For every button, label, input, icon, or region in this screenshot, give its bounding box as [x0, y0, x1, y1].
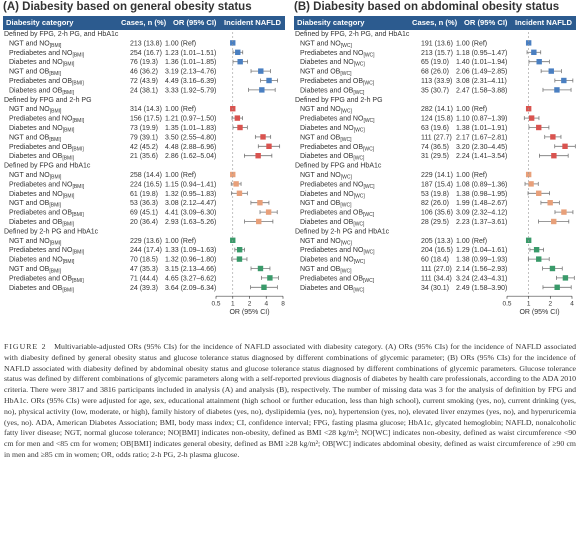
x-tick-label: 0.5 — [502, 300, 512, 308]
or-point — [237, 59, 242, 64]
row-category-subscript: [WC] — [353, 89, 365, 96]
row-category-subscript: [WC] — [363, 183, 375, 190]
or-point — [266, 209, 271, 214]
row-cases: 314 (14.3) — [130, 106, 162, 114]
group-label: Defined by FPG and 2-h PG — [295, 96, 383, 104]
row-category-subscript: [BMI] — [49, 174, 62, 181]
row-category: NGT and $NO_{[WC]}$ — [300, 237, 352, 247]
row-category-subscript: [WC] — [340, 136, 352, 143]
row-or-text: 3.08 (2.12–4.47) — [165, 200, 217, 208]
or-point — [237, 256, 242, 261]
header-outcome: Incident NAFLD — [515, 18, 572, 27]
header-cases: Cases, n (%) — [412, 18, 458, 27]
row-cases: 60 (18.4) — [421, 256, 450, 264]
caption-text: Multivariable-adjusted ORs (95% CIs) for the incidence of NAFLD associated with diabesity category. (A) ORs (95% CIs) for the incidence of NAFLD associated with diabesity defined by general obesity status and glucose tolerance status diagnosed by different combinations of glycemic parameter; (B) ORs (95% CIs) for the incidence of NAFLD associated with diabesity defined by abdominal obesity status and glucose tolerance status diagnosed by different combinations of glycemic parameters. Glucose tolerance status was defined by different combinations of glycemic parameters along with a self-reported previous diagnosis of diabetes by health care professionals, according to the ADA 2010 criteria. There were 3817 and 3816 participants included in analysis (A) and analysis (B), respectively. The number of missing data was 3 for the analysis of definition by FPG and HbA1c. ORs (95% CIs) were adjusted for age, sex, educational attainment (high school or further education, less than high school), current smoking (yes, no), current drinking (yes, no), physical activity (low, moderate, or high), family history of diabetes (yes, no), dyslipidemia (yes, no), hypertension (yes, no), elevated liver enzymes (yes, no), and hyperuricemia (yes, no). ADA, American Diabetes Association; BMI, body mass index; CI, confidence interval; FPG, fasting plasma glucose; HbA1c, glycated hemoglobin; NAFLD, nonalcoholic fatty liver disease; NGT, normal glucose tolerance; NO[BMI] indicates non-obesity, defined as BMI <28 kg/m²; NO[WC] indicates non-obesity, defined as waist circumference <90 cm for men and <85 cm for women; OB[BMI] indicates general obesity, defined as BMI ≥28 kg/m²; OB[WC] indicates abdominal obesity, defined as waist circumference of ≥90 cm in men and ≥85 cm in women; OR, odds ratio; 2-h PG, 2-h plasma glucose. — [4, 342, 576, 459]
row-or-text: 1.00 (Ref) — [456, 172, 488, 179]
row-category-subscript: [WC] — [340, 174, 352, 181]
figure-caption — [4, 342, 576, 461]
row-category-subscript: [BMI] — [62, 61, 75, 68]
row-cases: 24 (39.3) — [130, 284, 159, 292]
row-category: Prediabetes and $NO_{[BMI]}$ — [9, 247, 85, 256]
or-point — [266, 144, 271, 149]
row-cases: 187 (15.4) — [421, 181, 453, 189]
row-category-subscript: [BMI] — [72, 212, 84, 219]
row-or-text: 1.35 (1.01–1.83) — [165, 125, 217, 132]
row-category: NGT and $NO_{[WC]}$ — [300, 172, 352, 181]
or-point — [563, 275, 568, 280]
panel-b-forest-plot — [291, 0, 576, 334]
row-or-text: 1.38 (0.99–1.93) — [456, 256, 508, 264]
row-cases: 244 (17.4) — [130, 247, 162, 255]
row-category: NGT and $NO_{[WC]}$ — [300, 40, 352, 49]
row-category: NGT and $OB_{[WC]}$ — [300, 68, 352, 78]
row-cases: 47 (35.3) — [130, 266, 159, 273]
row-cases: 106 (35.6) — [421, 209, 453, 217]
row-category-subscript: [WC] — [363, 212, 375, 219]
row-category-subscript: [WC] — [353, 259, 365, 266]
row-cases: 72 (43.9) — [130, 78, 159, 85]
row-category-subscript: [BMI] — [72, 80, 84, 87]
row-or-text: 2.17 (1.67–2.81) — [456, 134, 508, 142]
row-cases: 204 (16.5) — [421, 247, 453, 255]
row-cases: 46 (36.2) — [130, 68, 159, 76]
x-tick-label: 1 — [526, 300, 531, 308]
row-category-subscript: [WC] — [363, 118, 375, 125]
or-point — [261, 285, 266, 290]
or-point — [536, 191, 541, 196]
row-or-text: 1.00 (Ref) — [456, 237, 488, 245]
row-category-subscript: [WC] — [340, 240, 352, 247]
row-cases: 258 (14.4) — [130, 172, 162, 179]
figure-label: FIGURE 2 — [4, 342, 47, 351]
row-cases: 69 (45.1) — [130, 209, 159, 217]
row-category-subscript: [BMI] — [49, 202, 62, 209]
row-category-subscript: [WC] — [363, 146, 375, 153]
row-category: Prediabetes and $NO_{[BMI]}$ — [9, 49, 85, 59]
row-category-subscript: [BMI] — [62, 155, 74, 162]
row-cases: 111 (27.7) — [421, 134, 452, 142]
row-category: Diabetes and $OB_{[WC]}$ — [300, 284, 365, 294]
panel-b — [291, 0, 579, 334]
row-category-subscript: [BMI] — [72, 52, 85, 59]
row-category: Diabetes and $OB_{[BMI]}$ — [9, 153, 74, 162]
row-or-text: 2.06 (1.49–2.85) — [456, 68, 508, 76]
row-cases: 229 (14.1) — [421, 172, 453, 179]
or-point — [267, 275, 272, 280]
row-category: NGT and $OB_{[BMI]}$ — [9, 266, 62, 275]
row-category-subscript: [BMI] — [49, 108, 62, 115]
row-cases: 61 (19.8) — [130, 190, 159, 198]
row-category: NGT and $NO_{[BMI]}$ — [9, 172, 62, 181]
or-point — [551, 153, 556, 158]
or-point — [547, 200, 552, 205]
row-or-text: 1.00 (Ref) — [165, 172, 197, 179]
or-point — [534, 247, 539, 252]
row-or-text: 3.08 (2.31–4.11) — [456, 78, 507, 85]
row-category: Prediabetes and $NO_{[BMI]}$ — [9, 181, 85, 190]
row-category-subscript: [WC] — [363, 52, 375, 59]
row-or-text: 1.00 (Ref) — [456, 106, 488, 114]
row-category-subscript: [BMI] — [72, 118, 85, 125]
row-or-text: 2.47 (1.58–3.88) — [456, 87, 508, 95]
row-cases: 65 (19.0) — [421, 59, 450, 67]
row-category-subscript: [BMI] — [62, 89, 74, 96]
header-category: Diabesity category — [297, 18, 365, 27]
row-category: NGT and $OB_{[BMI]}$ — [9, 134, 62, 143]
row-or-text: 1.00 (Ref) — [456, 40, 488, 48]
header-or: OR (95% CI) — [173, 18, 217, 27]
x-tick-label: 4 — [264, 300, 269, 308]
or-point — [531, 50, 536, 55]
row-or-text: 1.38 (0.98–1.95) — [456, 190, 508, 198]
or-point — [258, 68, 263, 73]
row-cases: 68 (26.0) — [421, 68, 450, 76]
x-tick-label: 2 — [247, 300, 252, 308]
row-or-text: 1.99 (1.48–2.67) — [456, 200, 508, 208]
panel-a — [0, 0, 288, 334]
row-category: Prediabetes and $OB_{[BMI]}$ — [9, 275, 84, 284]
header-category: Diabesity category — [6, 18, 74, 27]
or-point — [237, 247, 242, 252]
row-category: NGT and $NO_{[BMI]}$ — [9, 40, 62, 49]
or-point — [258, 266, 263, 271]
row-category-subscript: [BMI] — [72, 249, 85, 256]
row-cases: 63 (19.6) — [421, 125, 450, 132]
row-category-subscript: [WC] — [363, 249, 375, 256]
or-point — [528, 181, 533, 186]
or-point — [266, 78, 271, 83]
row-or-text: 1.29 (1.04–1.61) — [456, 247, 508, 255]
row-category: Diabetes and $OB_{[BMI]}$ — [9, 284, 74, 294]
x-tick-label: 0.5 — [211, 300, 221, 308]
row-category: Diabetes and $NO_{[BMI]}$ — [9, 125, 75, 134]
or-point — [233, 181, 238, 186]
row-category: Prediabetes and $OB_{[WC]}$ — [300, 209, 375, 219]
row-cases: 24 (38.1) — [130, 87, 159, 95]
row-or-text: 1.10 (0.87–1.39) — [456, 115, 508, 123]
row-category-subscript: [WC] — [340, 202, 352, 209]
row-cases: 73 (19.9) — [130, 125, 159, 132]
row-or-text: 1.08 (0.89–1.36) — [456, 181, 508, 189]
or-point — [536, 59, 541, 64]
group-label: Defined by FPG and 2-h PG — [4, 96, 92, 104]
or-point — [259, 87, 264, 92]
row-or-text: 3.20 (2.30–4.45) — [456, 143, 508, 151]
panel-a-title: (A) Diabesity based on general obesity status — [3, 1, 252, 13]
or-point — [551, 219, 556, 224]
row-category: Prediabetes and $OB_{[BMI]}$ — [9, 78, 84, 87]
group-label: Defined by 2-h PG and HbA1c — [295, 228, 390, 236]
or-point — [561, 78, 566, 83]
row-category-subscript: [WC] — [340, 71, 352, 78]
row-or-text: 3.33 (1.92–5.79) — [165, 87, 217, 95]
row-or-text: 1.23 (1.01–1.51) — [165, 49, 217, 57]
row-or-text: 1.38 (1.01–1.91) — [456, 125, 508, 132]
or-point — [549, 68, 554, 73]
row-category-subscript: [WC] — [340, 108, 352, 115]
row-or-text: 1.32 (0.95–1.83) — [165, 190, 217, 198]
group-label: Defined by FPG, 2-h PG, and HbA1c — [295, 31, 410, 38]
or-point — [554, 87, 559, 92]
row-category-subscript: [WC] — [353, 61, 365, 68]
row-category-subscript: [WC] — [353, 287, 365, 294]
row-cases: 111 (34.4) — [421, 275, 452, 283]
or-point — [529, 115, 534, 120]
or-point — [550, 134, 555, 139]
row-category: Diabetes and $NO_{[WC]}$ — [300, 59, 365, 68]
row-category: Prediabetes and $OB_{[WC]}$ — [300, 275, 375, 284]
row-category-subscript: [WC] — [353, 221, 365, 228]
or-point — [237, 125, 242, 130]
row-cases: 124 (15.8) — [421, 115, 453, 123]
or-point — [561, 209, 566, 214]
row-category: Prediabetes and $NO_{[BMI]}$ — [9, 115, 85, 125]
or-point — [235, 50, 240, 55]
row-or-text: 3.64 (2.09–6.34) — [165, 284, 217, 292]
row-category: Diabetes and $NO_{[BMI]}$ — [9, 256, 75, 266]
row-category: NGT and $OB_{[WC]}$ — [300, 134, 352, 143]
row-category: Prediabetes and $OB_{[BMI]}$ — [9, 143, 84, 153]
row-cases: 53 (19.8) — [421, 190, 450, 198]
row-or-text: 2.14 (1.56–2.93) — [456, 266, 508, 273]
x-tick-label: 8 — [281, 300, 285, 308]
row-category-subscript: [BMI] — [49, 136, 62, 143]
row-category: Diabetes and $NO_{[BMI]}$ — [9, 190, 75, 200]
row-or-text: 3.15 (2.13–4.66) — [165, 266, 217, 273]
or-point — [562, 144, 567, 149]
row-category-subscript: [WC] — [340, 268, 352, 275]
header-or: OR (95% CI) — [464, 18, 508, 27]
or-point — [260, 134, 265, 139]
or-point — [255, 153, 260, 158]
header-cases: Cases, n (%) — [121, 18, 167, 27]
row-or-text: 1.21 (0.97–1.50) — [165, 115, 217, 123]
row-category-subscript: [BMI] — [62, 127, 75, 134]
or-point — [554, 285, 559, 290]
row-or-text: 1.36 (1.01–1.85) — [165, 59, 217, 67]
row-cases: 42 (45.2) — [130, 143, 159, 151]
row-cases: 111 (27.0) — [421, 266, 452, 273]
row-category: NGT and $NO_{[BMI]}$ — [9, 237, 62, 247]
row-category-subscript: [WC] — [353, 127, 365, 134]
row-category: NGT and $OB_{[WC]}$ — [300, 200, 352, 209]
row-or-text: 1.40 (1.01–1.94) — [456, 59, 508, 67]
x-tick-label: 4 — [570, 300, 574, 308]
x-axis-label: OR (95% CI) — [229, 309, 270, 317]
row-category-subscript: [WC] — [340, 42, 352, 49]
row-category-subscript: [WC] — [353, 193, 365, 200]
row-cases: 28 (29.5) — [421, 219, 450, 226]
header-outcome: Incident NAFLD — [224, 18, 281, 27]
row-cases: 79 (39.1) — [130, 134, 159, 142]
row-or-text: 4.48 (2.88–6.96) — [165, 143, 217, 151]
row-category: Diabetes and $OB_{[BMI]}$ — [9, 87, 74, 96]
x-tick-label: 2 — [548, 300, 553, 308]
row-category: Diabetes and $NO_{[WC]}$ — [300, 256, 365, 266]
panel-a-forest-plot — [0, 0, 288, 334]
row-or-text: 1.15 (0.94–1.41) — [165, 181, 217, 189]
row-or-text: 3.19 (2.13–4.76) — [165, 68, 217, 76]
row-or-text: 3.50 (2.55–4.80) — [165, 134, 217, 142]
row-category: NGT and $OB_{[BMI]}$ — [9, 68, 62, 78]
panel-b-title: (B) Diabesity based on abdominal obesity status — [294, 1, 560, 13]
row-category-subscript: [BMI] — [62, 193, 75, 200]
row-category: Prediabetes and $OB_{[WC]}$ — [300, 78, 375, 87]
row-or-text: 2.86 (1.62–5.04) — [165, 153, 217, 161]
row-cases: 20 (36.4) — [130, 219, 159, 226]
x-axis-label: OR (95% CI) — [519, 309, 560, 317]
x-tick-label: 1 — [230, 300, 235, 308]
row-category: Prediabetes and $NO_{[WC]}$ — [300, 115, 375, 125]
row-category: Diabetes and $OB_{[WC]}$ — [300, 219, 365, 228]
row-category-subscript: [BMI] — [62, 287, 74, 294]
row-or-text: 1.33 (1.09–1.63) — [165, 247, 217, 255]
row-category: Prediabetes and $NO_{[WC]}$ — [300, 247, 375, 256]
row-category: NGT and $NO_{[BMI]}$ — [9, 106, 62, 115]
row-or-text: 2.49 (1.58–3.90) — [456, 284, 508, 292]
row-cases: 254 (16.7) — [130, 49, 162, 57]
row-category: Prediabetes and $OB_{[BMI]}$ — [9, 209, 84, 219]
row-or-text: 1.00 (Ref) — [165, 106, 197, 114]
row-category: Prediabetes and $OB_{[WC]}$ — [300, 143, 375, 153]
row-category: Diabetes and $OB_{[BMI]}$ — [9, 219, 74, 228]
or-point — [256, 219, 261, 224]
row-category-subscript: [BMI] — [72, 146, 84, 153]
row-or-text: 1.00 (Ref) — [165, 40, 197, 48]
row-category-subscript: [BMI] — [49, 240, 62, 247]
row-or-text: 3.09 (2.32–4.12) — [456, 209, 508, 217]
row-cases: 229 (13.6) — [130, 237, 162, 245]
row-category-subscript: [BMI] — [62, 259, 75, 266]
row-cases: 76 (19.3) — [130, 59, 159, 67]
row-or-text: 1.00 (Ref) — [165, 237, 197, 245]
row-category: Diabetes and $OB_{[WC]}$ — [300, 87, 365, 96]
row-category: NGT and $OB_{[BMI]}$ — [9, 200, 62, 209]
row-cases: 213 (15.7) — [421, 49, 453, 57]
or-point — [536, 256, 541, 261]
row-category-subscript: [BMI] — [49, 268, 62, 275]
row-category-subscript: [BMI] — [72, 183, 85, 190]
row-category: Prediabetes and $NO_{[WC]}$ — [300, 49, 375, 59]
row-or-text: 3.24 (2.43–4.31) — [456, 275, 508, 283]
row-cases: 34 (30.1) — [421, 284, 450, 292]
row-category: Prediabetes and $NO_{[WC]}$ — [300, 181, 375, 190]
row-cases: 74 (36.5) — [421, 143, 450, 151]
row-cases: 213 (13.8) — [130, 40, 162, 48]
row-category-subscript: [BMI] — [72, 277, 84, 284]
or-point — [550, 266, 555, 271]
row-category-subscript: [WC] — [363, 277, 375, 284]
row-or-text: 2.24 (1.41–3.54) — [456, 153, 508, 161]
row-category: Diabetes and $NO_{[BMI]}$ — [9, 59, 75, 68]
row-cases: 224 (16.5) — [130, 181, 162, 189]
row-cases: 82 (26.0) — [421, 200, 450, 208]
row-category-subscript: [WC] — [363, 80, 375, 87]
row-or-text: 4.65 (3.27–6.62) — [165, 275, 217, 283]
row-or-text: 1.32 (0.96–1.80) — [165, 256, 217, 264]
row-cases: 35 (30.7) — [421, 87, 450, 95]
row-category-subscript: [BMI] — [49, 71, 62, 78]
group-label: Defined by FPG, 2-h PG, and HbA1c — [4, 31, 119, 38]
row-cases: 21 (35.6) — [130, 153, 159, 161]
row-or-text: 4.49 (3.16–6.39) — [165, 78, 217, 85]
row-category-subscript: [WC] — [353, 155, 365, 162]
row-cases: 113 (33.9) — [421, 78, 453, 85]
row-category: NGT and $NO_{[WC]}$ — [300, 106, 352, 115]
row-cases: 71 (44.4) — [130, 275, 159, 283]
row-category-subscript: [BMI] — [49, 42, 62, 49]
row-cases: 282 (14.1) — [421, 106, 453, 114]
or-point — [235, 115, 240, 120]
row-or-text: 1.18 (0.95–1.47) — [456, 49, 508, 57]
row-cases: 70 (18.5) — [130, 256, 159, 264]
row-or-text: 2.93 (1.63–5.26) — [165, 219, 217, 226]
group-label: Defined by FPG and HbA1c — [4, 162, 91, 170]
group-label: Defined by FPG and HbA1c — [295, 162, 382, 170]
row-or-text: 4.41 (3.09–6.30) — [165, 209, 217, 217]
row-category: NGT and $OB_{[WC]}$ — [300, 266, 352, 275]
row-category-subscript: [BMI] — [62, 221, 74, 228]
row-cases: 191 (13.6) — [421, 40, 453, 48]
row-or-text: 2.23 (1.37–3.61) — [456, 219, 508, 226]
row-category: Diabetes and $NO_{[WC]}$ — [300, 190, 365, 200]
group-label: Defined by 2-h PG and HbA1c — [4, 228, 99, 236]
or-point — [536, 125, 541, 130]
row-cases: 53 (36.3) — [130, 200, 159, 208]
row-category: Diabetes and $OB_{[WC]}$ — [300, 153, 365, 162]
or-point — [257, 200, 262, 205]
row-cases: 156 (17.5) — [130, 115, 162, 123]
or-point — [237, 191, 242, 196]
row-cases: 205 (13.3) — [421, 237, 453, 245]
row-cases: 31 (29.5) — [421, 153, 450, 161]
row-category: Diabetes and $NO_{[WC]}$ — [300, 125, 365, 134]
